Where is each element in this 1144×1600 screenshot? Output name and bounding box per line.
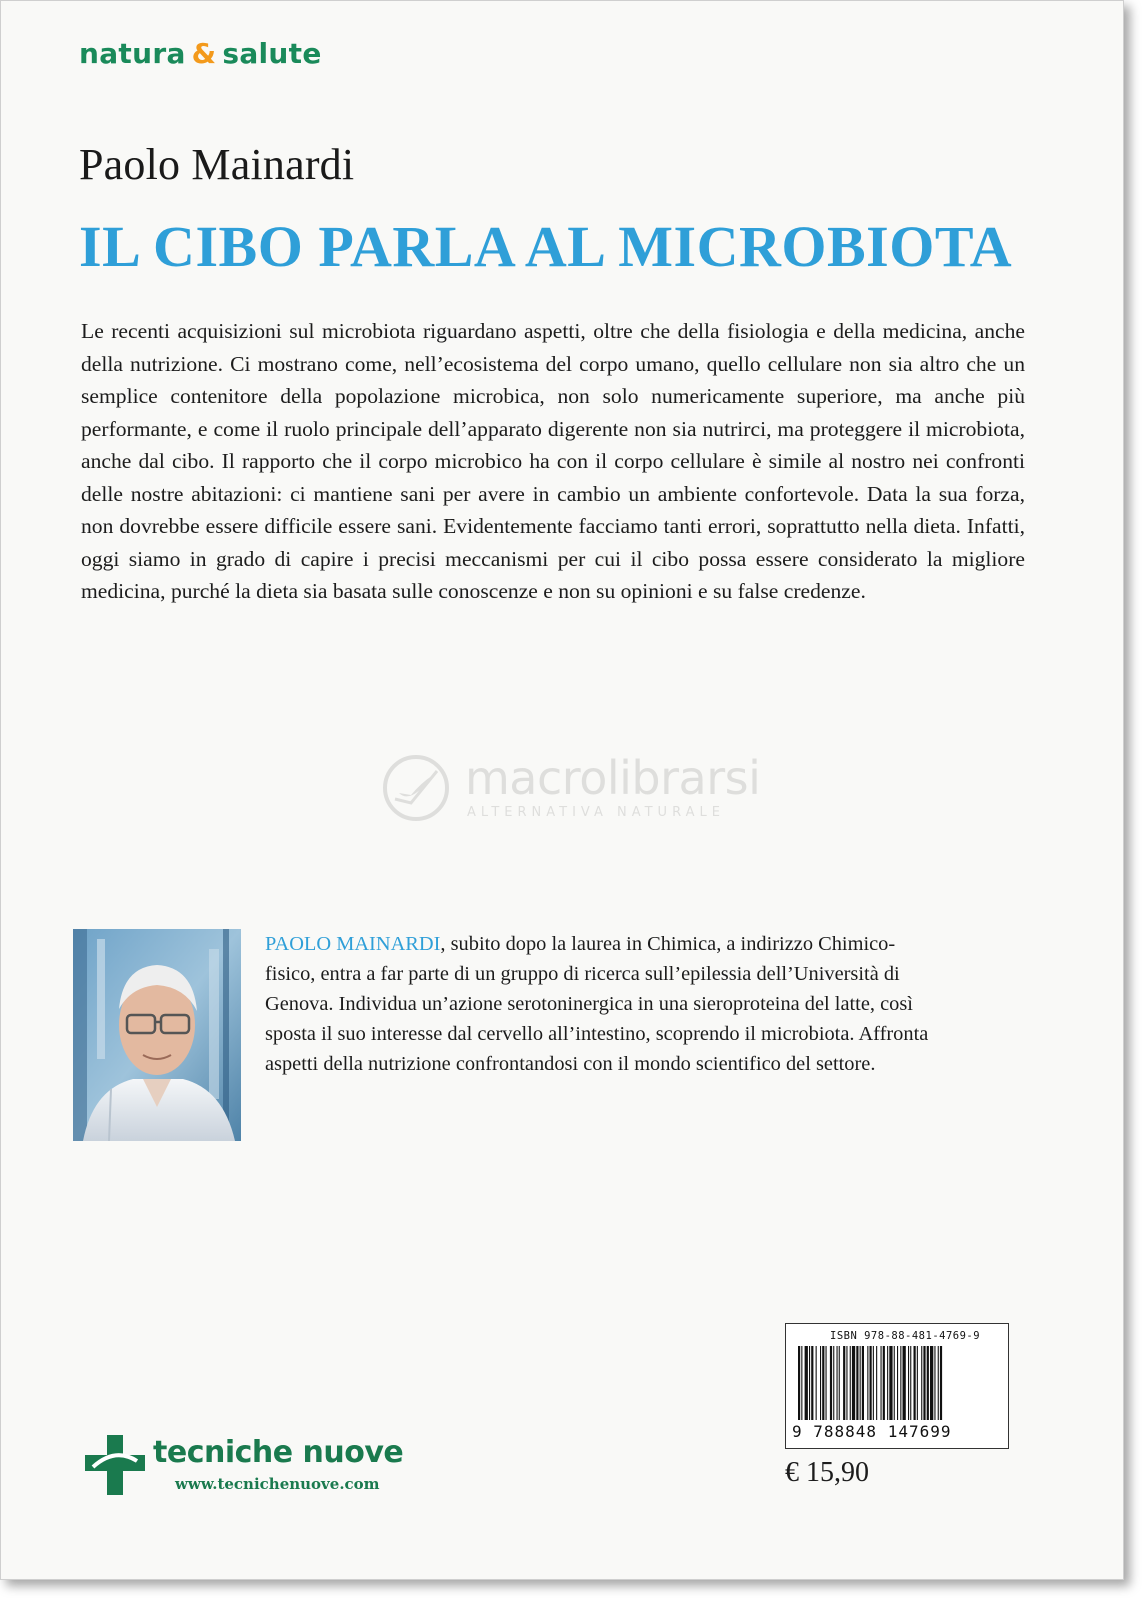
barcode-bar [870, 1346, 872, 1420]
blurb-text: Le recenti acquisizioni sul microbiota riguardano aspetti, oltre che della fisiologia e della medicina, anche della nutrizione. Ci mostrano come, nell’ecosistema del corpo umano, quello cellulare non sia altro che un semplice contenitore della popolazione microbica, non solo numericamente superiore, ma anche più performante, e come il ruolo principale dell’apparato digerente non sia nutrirci, ma proteggere il microbiota, anche dal cibo. Il rapporto che il corpo microbico ha con il corpo cellulare è simile al nostro nei confronti delle nostre abitazioni: ci mantiene sani per avere in cambio un ambiente confortevole. Data la sua forza, non dovrebbe essere difficile essere sani. Evidentemente facciamo tanti errori, soprattutto nella dieta. Infatti, oggi siamo in grado di capire i precisi meccanismi per cui il cibo possa essere considerato la migliore medicina, purché la dieta sia basata sulle conoscenze e non su opinioni e su false credenze. [81, 319, 1025, 603]
barcode-bar [833, 1346, 834, 1420]
ean-number: 9 788848 147699 [792, 1422, 952, 1441]
barcode-bar [923, 1346, 925, 1420]
barcode-bar [881, 1346, 882, 1420]
barcode-bar [938, 1346, 939, 1420]
barcode-bar [839, 1346, 840, 1420]
barcode-bar [930, 1346, 933, 1420]
barcode-bar [826, 1346, 827, 1420]
barcode-bar [852, 1346, 855, 1420]
barcode [785, 1323, 1009, 1449]
author-name: Paolo Mainardi [79, 140, 355, 189]
watermark-name: macrolibrarsi [465, 751, 761, 805]
series-ampersand: & [191, 37, 217, 70]
author-bio [265, 929, 945, 1079]
barcode-bar [816, 1346, 817, 1420]
barcode-bar [867, 1346, 868, 1420]
publisher [83, 1427, 413, 1507]
publisher-name: tecniche nuove [153, 1435, 404, 1470]
barcode-bar [908, 1346, 909, 1420]
barcode-bar [876, 1346, 877, 1420]
barcode-bar [801, 1346, 802, 1420]
barcode-bar [873, 1346, 874, 1420]
barcode-bar [917, 1346, 918, 1420]
barcode-bar [850, 1346, 851, 1420]
barcode-bar [914, 1346, 916, 1420]
barcode-bar [811, 1346, 813, 1420]
barcode-bar [903, 1346, 906, 1420]
barcode-bar [887, 1346, 888, 1420]
barcode-bar [822, 1346, 824, 1420]
barcode-bar [921, 1346, 922, 1420]
book-title: IL CIBO PARLA AL MICROBIOTA [79, 214, 1013, 279]
series-label [79, 37, 322, 70]
series-word-salute: salute [222, 37, 322, 70]
barcode-bar [889, 1346, 892, 1420]
barcode-bars [798, 1346, 996, 1420]
barcode-bar [934, 1346, 935, 1420]
macrolibrarsi-logo-icon [381, 753, 451, 823]
barcode-bar [798, 1346, 800, 1420]
author-photo [73, 929, 241, 1141]
barcode-bar [856, 1346, 858, 1420]
bio-author-name: PAOLO MAINARDI [265, 933, 441, 955]
barcode-bar [897, 1346, 898, 1420]
barcode-bar [910, 1346, 911, 1420]
barcode-bar [940, 1346, 942, 1420]
barcode-bar [883, 1346, 885, 1420]
barcode-bar [846, 1346, 847, 1420]
watermark [381, 753, 761, 843]
barcode-bar [809, 1346, 810, 1420]
barcode-bar [843, 1346, 845, 1420]
barcode-bar [820, 1346, 821, 1420]
barcode-bar [860, 1346, 861, 1420]
barcode-bar [862, 1346, 864, 1420]
barcode-bar [927, 1346, 929, 1420]
isbn-number: ISBN 978-88-481-4769-9 [830, 1330, 981, 1342]
price: € 15,90 [785, 1457, 869, 1488]
publisher-cross-logo-icon [83, 1433, 147, 1497]
barcode-bar [894, 1346, 895, 1420]
watermark-tagline: ALTERNATIVA NATURALE [467, 805, 725, 820]
bio-text: , subito dopo la laurea in Chimica, a indirizzo Chimico-fisico, entra a far parte di un gruppo di ricerca sull’epilessia dell’Università di Genova. Individua un’azione serotoninergica in una sieroproteina del latte, così sposta il suo interesse dal cervello all’intestino, scoprendo il microbiota. Affronta aspetti della nutrizione confrontandosi con il mondo scientifico del settore. [265, 933, 929, 1075]
publisher-url: www.tecnichenuove.com [175, 1475, 380, 1493]
series-word-natura: natura [79, 37, 186, 70]
barcode-bar [837, 1346, 838, 1420]
barcode-bar [830, 1346, 832, 1420]
barcode-bar [805, 1346, 808, 1420]
barcode-bar [900, 1346, 901, 1420]
